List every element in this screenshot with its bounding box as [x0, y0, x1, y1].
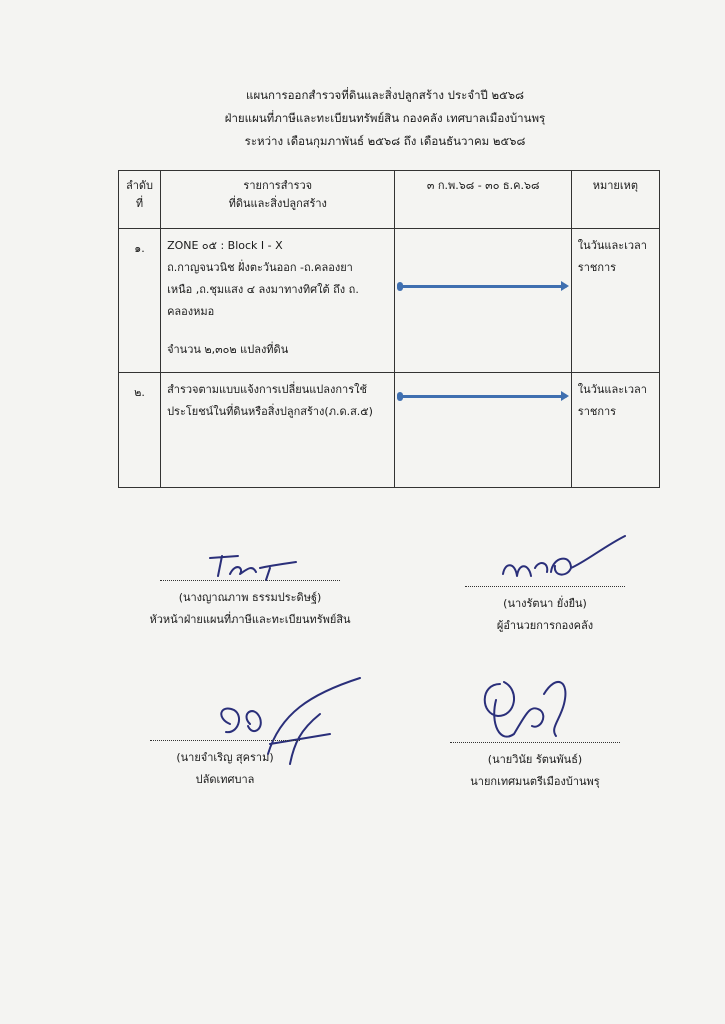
- document-title: [150, 84, 620, 153]
- header-period: ๓ ก.พ.๖๘ - ๓๐ ธ.ค.๖๘: [395, 171, 571, 229]
- header-note: หมายเหตุ: [571, 171, 659, 229]
- signer-role: นายกเทศมนตรีเมืองบ้านพรุ: [470, 775, 600, 788]
- signature-block-1: [120, 580, 380, 631]
- signature-block-2: [455, 586, 635, 637]
- signer-name: (นางรัตนา ยั่งยืน): [503, 597, 587, 610]
- table-row: [119, 372, 660, 487]
- period-arrow: [399, 395, 566, 398]
- period-arrow: [399, 285, 566, 288]
- header-no: ลำดับ ที่: [119, 171, 161, 229]
- signer-name: (นางญาณภาพ ธรรมประดิษฐ์): [178, 591, 322, 604]
- row-number: ๑.: [119, 229, 161, 373]
- title-line-3: ระหว่าง เดือนกุมภาพันธ์ ๒๕๖๘ ถึง เดือนธันวาคม ๒๕๖๘: [244, 134, 526, 148]
- signature-2-scribble: [495, 532, 635, 587]
- title-line-2: ฝ่ายแผนที่ภาษีและทะเบียนทรัพย์สิน กองคลัง เทศบาลเมืองบ้านพรุ: [224, 111, 546, 125]
- signature-block-3: [140, 740, 310, 791]
- signer-name: (นายวินัย รัตนพันธ์): [487, 753, 583, 766]
- row-item: ZONE ๐๕ : Block I - X ถ.กาญจนวนิช ฝั่งตะวันออก -ถ.คลองยา เหนือ ,ถ.ชุมแสง ๔ ลงมาทางทิศใต้ ถึง ถ. คลองหมอ จำนวน ๒,๓๐๒ แปลงที่ดิน: [161, 229, 395, 373]
- table-header-row: [119, 171, 660, 229]
- signer-role: หัวหน้าฝ่ายแผนที่ภาษีและทะเบียนทรัพย์สิน: [149, 613, 351, 626]
- row-period: [395, 229, 571, 373]
- header-item: รายการสำรวจ ที่ดินและสิ่งปลูกสร้าง: [161, 171, 395, 229]
- signature-4-scribble: [470, 664, 580, 754]
- row-note: ในวันและเวลา ราชการ: [571, 372, 659, 487]
- signer-name: (นายจำเริญ สุคราม): [176, 751, 274, 764]
- title-line-1: แผนการออกสำรวจที่ดินและสิ่งปลูกสร้าง ประจำปี ๒๕๖๘: [246, 88, 524, 102]
- row-item: สำรวจตามแบบแจ้งการเปลี่ยนแปลงการใช้ ประโยชน์ในที่ดินหรือสิ่งปลูกสร้าง(ภ.ด.ส.๕): [161, 372, 395, 487]
- table-row: [119, 229, 660, 373]
- signature-block-4: [440, 742, 630, 793]
- signer-role: ผู้อำนวยการกองคลัง: [496, 619, 594, 632]
- row-number: ๒.: [119, 372, 161, 487]
- row-note: ในวันและเวลา ราชการ: [571, 229, 659, 373]
- survey-plan-table: [118, 170, 660, 488]
- row-period: [395, 372, 571, 487]
- signer-role: ปลัดเทศบาล: [195, 773, 255, 786]
